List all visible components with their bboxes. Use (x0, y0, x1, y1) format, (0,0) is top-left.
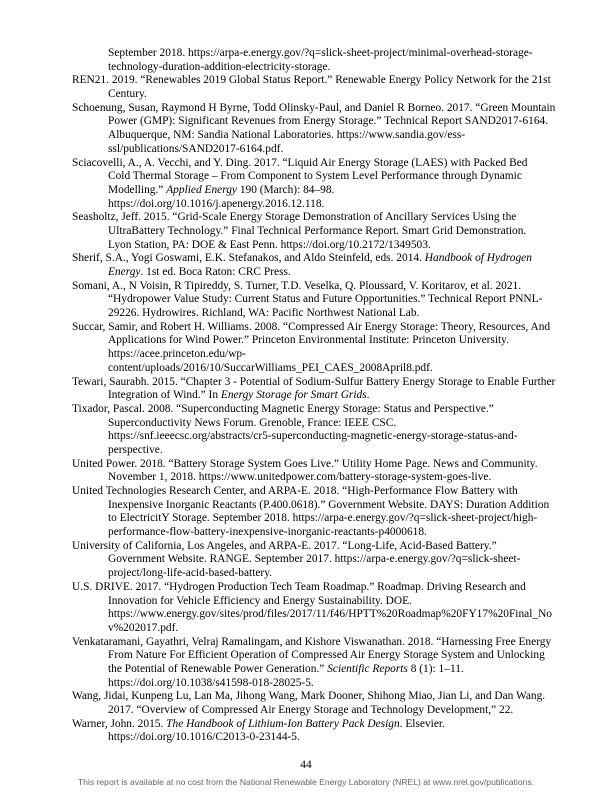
reference-entry (72, 101, 556, 157)
reference-text: 190 (March): 84–98. (236, 183, 335, 196)
reference-entry (72, 690, 552, 717)
reference-line (72, 718, 552, 732)
reference-line (72, 663, 552, 677)
reference-entry (72, 375, 556, 403)
reference-line: United Power. 2018. “Battery Storage System Goes Live.” Utility Home Page. News and Community. (72, 457, 538, 470)
reference-line (72, 266, 552, 280)
reference-line: Innovation for Vehicle Efficiency and Energy Sustainability. DOE. (108, 594, 412, 607)
reference-line: Power (GMP): Significant Revenues from Energy Storage.” Technical Report SAND2017-6164. (108, 115, 549, 128)
reference-line: Superconductivity News Forum. Grenoble, France: IEEE CSC. (108, 416, 397, 429)
reference-line: Applications for Wind Power.” Princeton Environmental Institute: Princeton University. (108, 334, 509, 347)
reference-text: Sherif, S.A., Yogi Goswami, E.K. Stefanakos, and Aldo Steinfeld, eds. 2014. (72, 252, 425, 265)
reference-line: v%202017.pdf. (108, 621, 179, 634)
reference-line: Schoenung, Susan, Raymond H Byrne, Todd Olinsky-Paul, and Daniel R Borneo. 2017. “Green Mountain (72, 101, 556, 114)
italic-title: Energy Storage for Smart Grids (220, 389, 367, 402)
reference-entry (72, 485, 552, 540)
italic-title: Energy (108, 266, 141, 278)
reference-entry (72, 403, 552, 458)
reference-text: . 1st ed. Boca Raton: CRC Press. (140, 266, 291, 278)
reference-text: Integration of Wind.” In (108, 389, 221, 402)
reference-line: 2017. “Overview of Compressed Air Energy Storage and Technology Development,” 22. (108, 704, 514, 716)
reference-entry (72, 636, 552, 691)
reference-entry (72, 252, 552, 279)
reference-text: the Potential of Renewable Power Generation.” (108, 662, 328, 675)
italic-title: Applied Energy (166, 183, 237, 196)
reference-entry (72, 540, 552, 581)
reference-line: Venkataramani, Gayathri, Velraj Ramalingam, and Kishore Viswanathan. 2018. “Harnessing Free Energy (72, 635, 552, 648)
reference-line: https://doi.org/10.1038/s41598-018-28025-5. (108, 676, 314, 689)
reference-line: Seasholtz, Jeff. 2015. “Grid-Scale Energy Storage Demonstration of Ancillary Services Using the (72, 211, 517, 224)
reference-text: Modelling.” (108, 183, 167, 196)
reference-line: Tewari, Saurabh. 2015. “Chapter 3 - Potential of Sodium-Sulfur Battery Energy Storage to Enable Further (72, 375, 556, 388)
reference-line: perspective. (108, 443, 163, 456)
reference-line: Wang, Jidai, Kunpeng Lu, Lan Ma, Jihong Wang, Mark Dooner, Shihong Miao, Jian Li, and Dan Wang. (72, 690, 546, 703)
reference-line: Sciacovelli, A., A. Vecchi, and Y. Ding. 2017. “Liquid Air Energy Storage (LAES) with Packed Bed (72, 156, 528, 169)
reference-list (72, 47, 556, 745)
reference-line: Inexpensive Inorganic Reactants (P.400.0618).” Government Website. DAYS: Duration Addition (108, 498, 550, 511)
reference-line (72, 184, 552, 198)
reference-text: 8 (1): 1–11. (407, 662, 464, 675)
reference-line: Succar, Samir, and Robert H. Williams. 2008. “Compressed Air Energy Storage: Theory, Resources, And (72, 320, 551, 333)
reference-line: Lyon Station, PA: DOE & East Penn. https://doi.org/10.2172/1349503. (108, 238, 431, 251)
reference-line: ssl/publications/SAND2017-6164.pdf. (108, 142, 284, 155)
reference-line: Government Website. RANGE. September 2017. https://arpa-e.energy.gov/?q=slick-sheet- (108, 553, 521, 566)
reference-entry (72, 321, 552, 376)
reference-entry (72, 47, 552, 74)
italic-title: The Handbook of Lithium-Ion Battery Pack Design (166, 717, 400, 730)
reference-line: to ElectricitY Storage. September 2018. https://arpa-e.energy.gov/?q=slick-sheet-project/high- (108, 512, 538, 525)
reference-line: performance-flow-battery-inexpensive-inorganic-reactants-p4000618. (108, 526, 427, 539)
reference-line: Albuquerque, NM: Sandia National Laboratories. https://www.sandia.gov/ess- (108, 129, 466, 142)
reference-line: https://snf.ieeecsc.org/abstracts/cr5-superconducting-magnetic-energy-storage-status-and- (108, 430, 518, 443)
reference-line: Somani, A., N Voisin, R Tipireddy, S. Turner, T.D. Veselka, Q. Ploussard, V. Koritarov, et al. 2021. (72, 279, 522, 292)
reference-line: project/long-life-acid-based-battery. (108, 567, 273, 580)
reference-text: . Elsevier. (399, 717, 445, 730)
reference-line: Cold Thermal Storage – From Component to System Level Performance through Dynamic (108, 170, 522, 183)
reference-line: U.S. DRIVE. 2017. “Hydrogen Production Tech Team Roadmap.” Roadmap. Driving Research and (72, 580, 526, 593)
reference-line: REN21. 2019. “Renewables 2019 Global Status Report.” Renewable Energy Policy Network for the 21st (72, 74, 551, 87)
italic-title: Scientific Reports (327, 662, 408, 675)
reference-entry (72, 458, 552, 485)
italic-title: Handbook of Hydrogen (424, 252, 532, 265)
reference-text: . (366, 389, 370, 402)
page-number: 44 (300, 759, 312, 771)
reference-entry (72, 157, 552, 212)
reference-entry (72, 211, 552, 252)
reference-line: content/uploads/2016/10/SuccarWilliams_PEI_CAES_2008April8.pdf. (108, 361, 433, 374)
reference-line: September 2018. https://arpa-e.energy.gov/?q=slick-sheet-project/minimal-overhead-storage- (108, 47, 533, 59)
reference-line: https://www.energy.gov/sites/prod/files/2017/11/f46/HPTT%20Roadmap%20FY17%20Final_No (108, 608, 552, 621)
reference-line: Century. (108, 88, 147, 101)
reference-line: UltraBattery Technology.” Final Technical Performance Report. Smart Grid Demonstration. (108, 224, 527, 237)
reference-line (72, 252, 552, 266)
reference-line: University of California, Los Angeles, and ARPA-E. 2017. “Long-Life, Acid-Based Battery.” (72, 539, 497, 552)
reference-entry (72, 74, 552, 101)
reference-line: https://doi.org/10.1016/C2013-0-23144-5. (108, 731, 300, 744)
page-footer: This report is available at no cost from the National Renewable Energy Laboratory (NREL) at www.nrel.gov/publications. (77, 777, 535, 787)
reference-line: technology-duration-addition-electricity-storage. (108, 60, 331, 73)
reference-line: United Technologies Research Center, and ARPA-E. 2018. “High-Performance Flow Battery with (72, 485, 518, 497)
reference-line: November 1, 2018. https://www.unitedpower.com/battery-storage-system-goes-live. (108, 471, 492, 484)
reference-line: https://acee.princeton.edu/wp- (108, 348, 246, 361)
reference-line: Tixador, Pascal. 2008. “Superconducting Magnetic Energy Storage: Status and Perspective.” (72, 402, 494, 415)
reference-entry (72, 280, 552, 321)
reference-line: “Hydropower Value Study: Current Status and Future Opportunities.” Technical Report PNNL- (108, 293, 543, 306)
reference-entry (72, 718, 552, 745)
reference-text: Warner, John. 2015. (72, 717, 167, 730)
reference-line (72, 389, 552, 403)
reference-entry (72, 581, 552, 636)
reference-line: From Nature For Efficient Operation of Compressed Air Energy Storage System and Unlocking (108, 649, 545, 662)
reference-line: https://doi.org/10.1016/j.apenergy.2016.12.118. (108, 197, 325, 210)
reference-line: 29226. Hydrowires. Richland, WA: Pacific Northwest National Lab. (108, 307, 420, 320)
